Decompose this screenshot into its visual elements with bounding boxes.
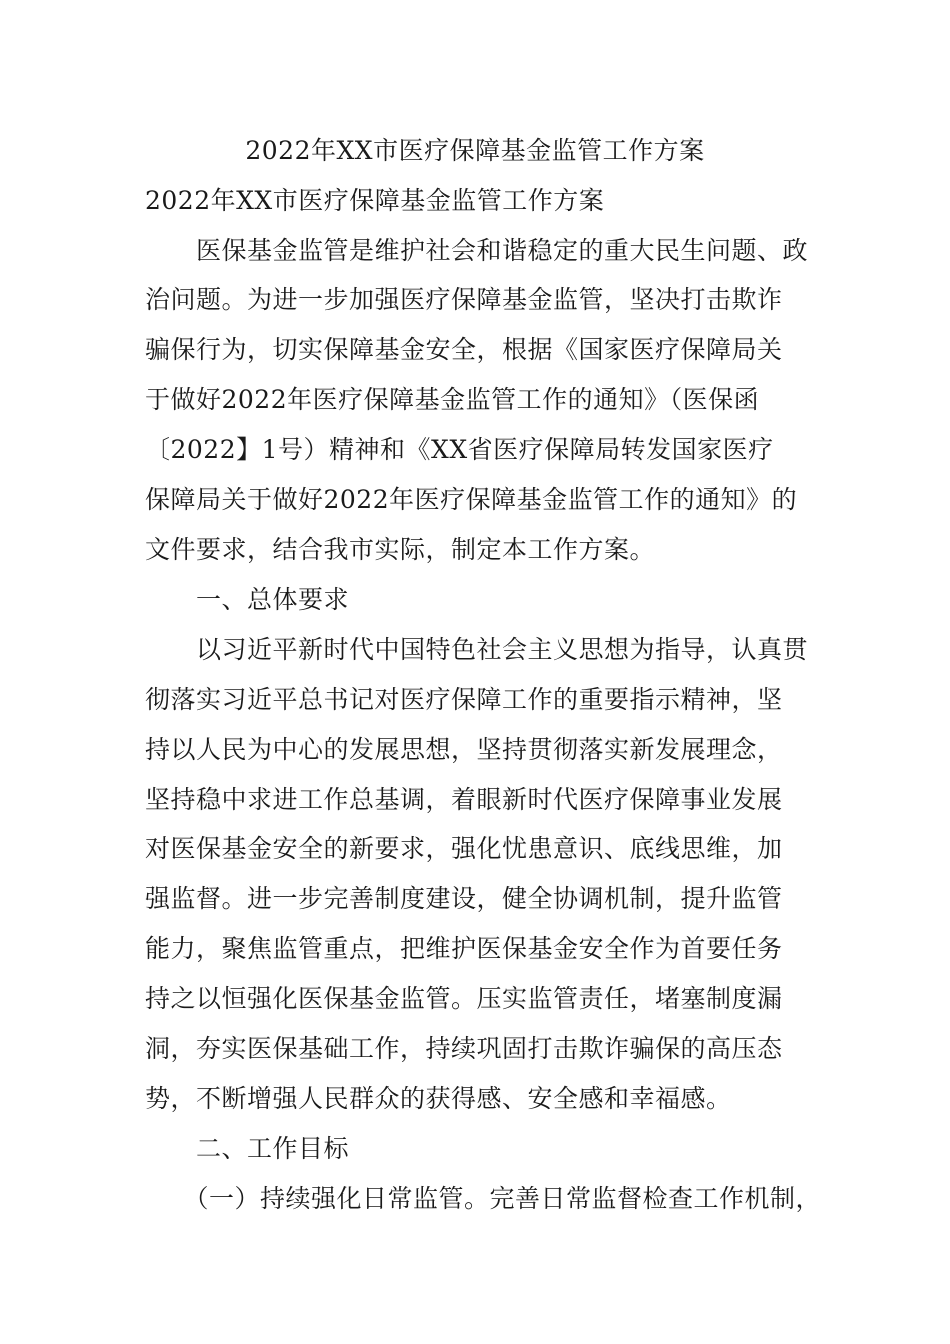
paragraph-line: 〔2022】1号）精神和《XX省医疗保障局转发国家医疗: [145, 435, 774, 464]
paragraph-line: 能力，聚焦监管重点，把维护医保基金安全作为首要任务: [145, 934, 783, 963]
section-heading: 一、总体要求: [145, 585, 350, 614]
paragraph-line: 骗保行为，切实保障基金安全，根据《国家医疗保障局关: [145, 335, 783, 364]
paragraph-line: 保障局关于做好2022年医疗保障基金监管工作的通知》的: [145, 485, 798, 514]
paragraph-line: 以习近平新时代中国特色社会主义思想为指导，认真贯: [145, 635, 809, 664]
paragraph-line: 于做好2022年医疗保障基金监管工作的通知》（医保函: [145, 385, 760, 414]
document-title: 2022年XX市医疗保障基金监管工作方案: [245, 136, 705, 165]
paragraph-line: 势，不断增强人民群众的获得感、安全感和幸福感。: [145, 1084, 732, 1113]
paragraph-line: 强监督。进一步完善制度建设，健全协调机制，提升监管: [145, 884, 783, 913]
paragraph-line: 坚持稳中求进工作总基调，着眼新时代医疗保障事业发展: [145, 785, 783, 814]
paragraph-line: （一）持续强化日常监管。完善日常监督检查工作机制，: [145, 1184, 822, 1213]
paragraph-line: 医保基金监管是维护社会和谐稳定的重大民生问题、政: [145, 236, 809, 265]
paragraph-line: 治问题。为进一步加强医疗保障基金监管，坚决打击欺诈: [145, 285, 783, 314]
paragraph-line: 持之以恒强化医保基金监管。压实监管责任，堵塞制度漏: [145, 984, 783, 1013]
paragraph-line: 彻落实习近平总书记对医疗保障工作的重要指示精神，坚: [145, 685, 783, 714]
paragraph-line: 对医保基金安全的新要求，强化忧患意识、底线思维，加: [145, 834, 783, 863]
paragraph-line: 洞，夯实医保基础工作，持续巩固打击欺诈骗保的高压态: [145, 1034, 783, 1063]
document-subtitle: 2022年XX市医疗保障基金监管工作方案: [145, 186, 605, 215]
paragraph-line: 文件要求，结合我市实际，制定本工作方案。: [145, 535, 656, 564]
section-heading: 二、工作目标: [145, 1134, 350, 1163]
paragraph-line: 持以人民为中心的发展思想，坚持贯彻落实新发展理念，: [145, 735, 783, 764]
